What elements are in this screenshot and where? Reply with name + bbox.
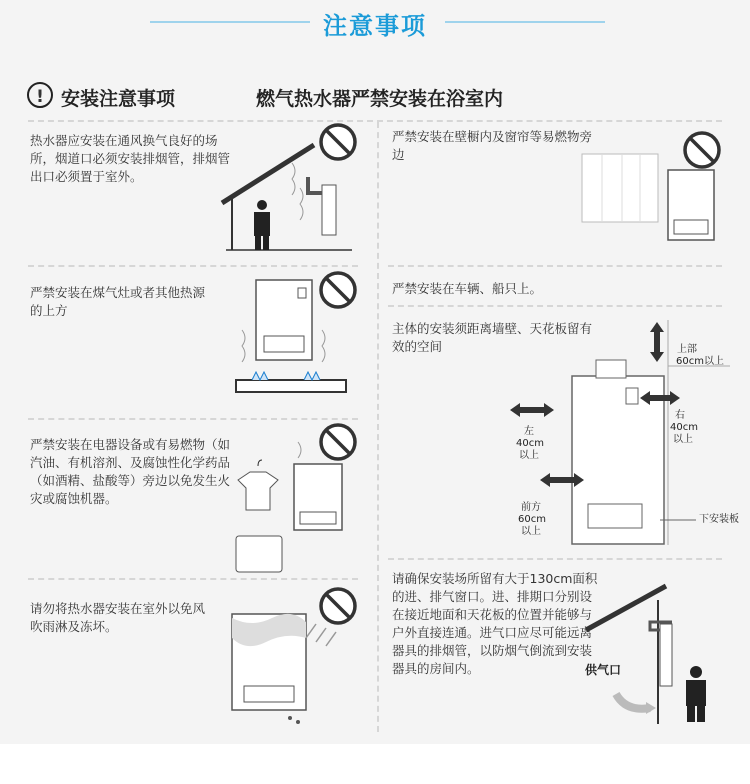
air-supply-illustration bbox=[586, 584, 726, 724]
divider bbox=[388, 305, 722, 307]
item-outdoor-text: 请勿将热水器安装在室外以免风吹雨淋及冻坏。 bbox=[30, 601, 206, 634]
clearance-label-front: 前方 bbox=[521, 502, 541, 513]
prohibited-icon bbox=[318, 270, 358, 310]
item-appliances-text: 严禁安装在电器设备或有易燃物（如汽油、有机溶剂、及腐蚀性化学药品（如酒精、盐酸等）旁边以免发生火灾或腐蚀机器。 bbox=[30, 437, 231, 506]
section-title-right: 燃气热水器严禁安装在浴室内 bbox=[256, 88, 504, 110]
divider bbox=[388, 265, 722, 267]
item-curtain-text: 严禁安装在壁橱内及窗帘等易燃物旁边 bbox=[392, 129, 593, 162]
header bbox=[0, 0, 750, 50]
clearance-label-right: 右 bbox=[675, 410, 685, 421]
clearance-label-front-above: 以上 bbox=[521, 526, 541, 537]
item-ventilation-text: 热水器应安装在通风换气良好的场所，烟道口必须安装排烟管，排烟管出口必须置于室外。 bbox=[30, 133, 231, 184]
item-clearance-text: 主体的安装须距离墙壁、天花板留有效的空间 bbox=[392, 321, 593, 354]
clearance-label-bottom-panel: 下安装板 bbox=[699, 514, 739, 525]
divider bbox=[28, 418, 358, 420]
prohibited-icon bbox=[318, 422, 358, 462]
clearance-label-left-dist: 40cm bbox=[516, 438, 544, 449]
clearance-label-top: 上部 bbox=[677, 344, 697, 355]
clearance-label-top-dist: 60cm以上 bbox=[676, 356, 724, 367]
clearance-label-right-dist: 40cm bbox=[670, 422, 698, 433]
page-title: 注意事项 bbox=[323, 12, 427, 40]
item-gas-stove-text: 严禁安装在煤气灶或者其他热源的上方 bbox=[30, 285, 206, 318]
clearance-label-left-above: 以上 bbox=[519, 450, 539, 461]
clearance-label-front-dist: 60cm bbox=[518, 514, 546, 525]
item-vehicle-text: 严禁安装在车辆、船只上。 bbox=[392, 281, 543, 296]
divider bbox=[377, 122, 379, 732]
prohibited-icon bbox=[318, 586, 358, 626]
divider bbox=[28, 265, 358, 267]
bottom-strip bbox=[0, 744, 750, 784]
air-inlet-label: 供气口 bbox=[584, 663, 621, 677]
divider bbox=[28, 120, 722, 122]
divider bbox=[28, 578, 358, 580]
warning-icon: ! bbox=[27, 82, 53, 108]
clearance-label-right-above: 以上 bbox=[673, 434, 693, 445]
clearance-label-left: 左 bbox=[524, 426, 534, 437]
divider bbox=[388, 558, 722, 560]
prohibited-icon bbox=[682, 130, 722, 170]
item-air-supply-text: 请确保安装场所留有大于130cm面积的进、排气窗口。进、排期口分别设在接近地面和天花板的位置并能够与户外直接连通。进气口应尽可能远离器具的排烟管，以防烟气倒流到安装器具的房间内。 bbox=[392, 571, 598, 676]
section-title-left: 安装注意事项 bbox=[61, 88, 176, 110]
prohibited-icon bbox=[318, 122, 358, 162]
